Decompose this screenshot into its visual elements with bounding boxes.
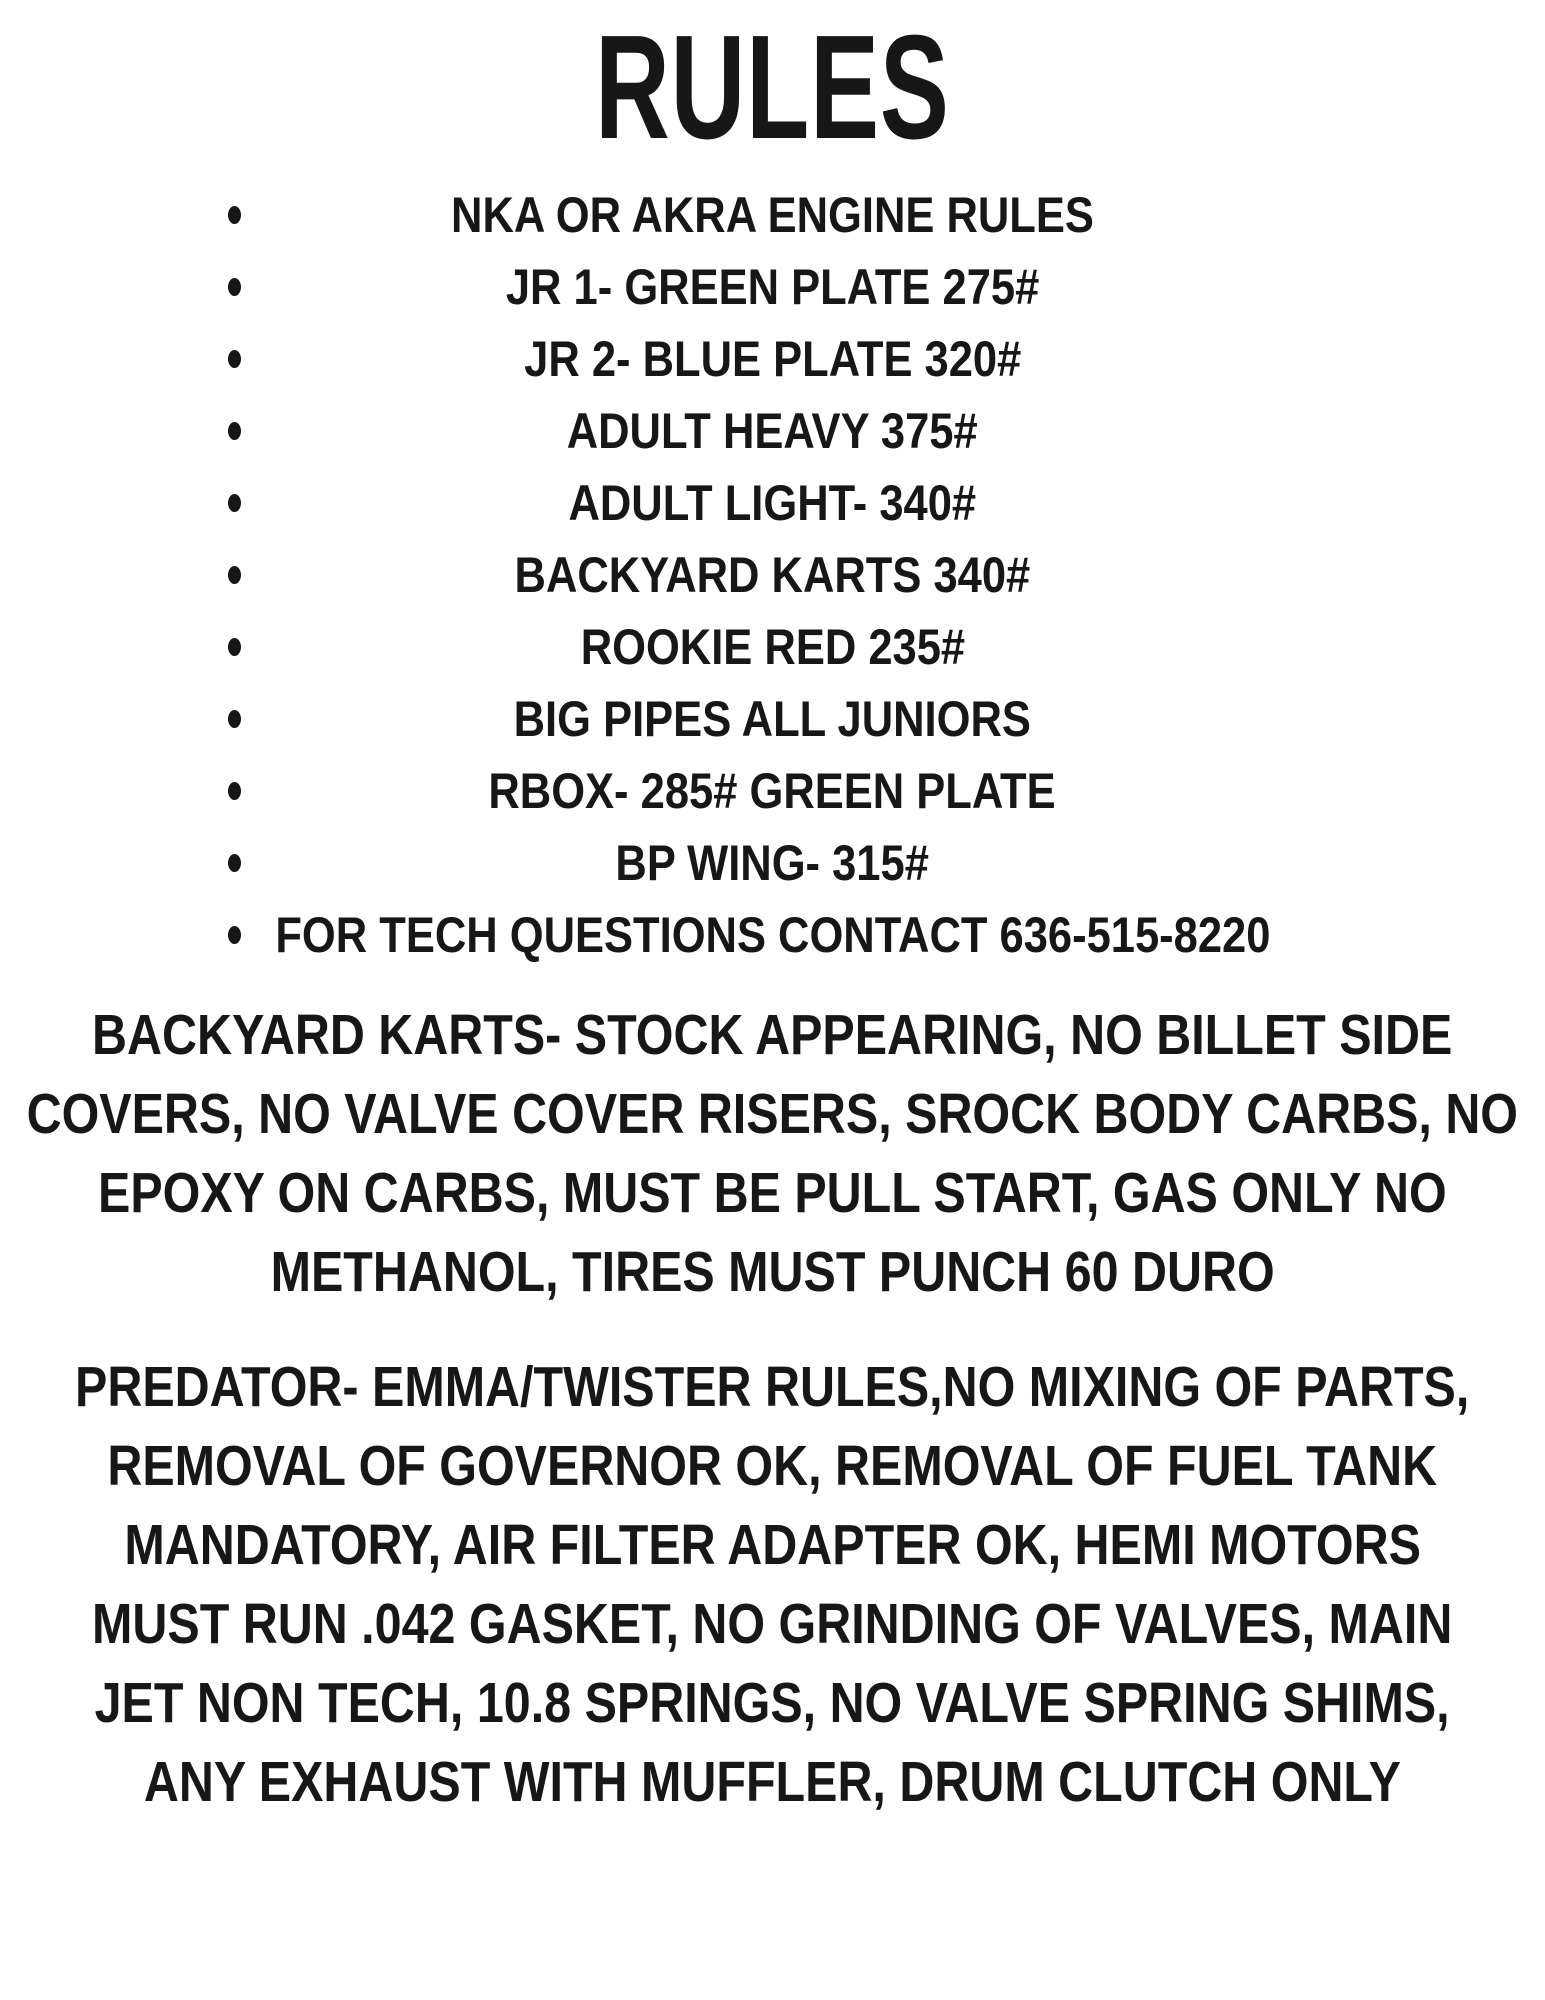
rule-text-label: BP WING- 315# <box>615 835 930 891</box>
list-item <box>0 683 1545 755</box>
paragraph-line-text: EPOXY ON CARBS, MUST BE PULL START, GAS ONLY NO <box>98 1160 1447 1225</box>
predator-paragraph <box>0 1347 1545 1821</box>
bullet-icon <box>228 638 241 656</box>
paragraph-line-text: REMOVAL OF GOVERNOR OK, REMOVAL OF FUEL TANK <box>107 1433 1438 1498</box>
bullet-icon <box>228 422 241 440</box>
paragraph-line-text: MANDATORY, AIR FILTER ADAPTER OK, HEMI MOTORS <box>124 1512 1421 1577</box>
bullet-icon <box>228 926 241 944</box>
paragraph-line <box>0 1584 1545 1663</box>
paragraph-line <box>0 1426 1545 1505</box>
list-item <box>0 395 1545 467</box>
bullet-icon <box>228 566 241 584</box>
paragraph-line-text: COVERS, NO VALVE COVER RISERS, SROCK BODY CARBS, NO <box>26 1081 1519 1146</box>
bullet-icon <box>228 278 241 296</box>
bullet-icon <box>228 710 241 728</box>
paragraph-line <box>0 995 1545 1074</box>
backyard-karts-paragraph <box>0 995 1545 1311</box>
paragraph-line-text: BACKYARD KARTS- STOCK APPEARING, NO BILLET SIDE <box>92 1002 1453 1067</box>
rule-text-label: ROOKIE RED 235# <box>580 619 965 675</box>
list-item <box>0 827 1545 899</box>
list-item <box>0 323 1545 395</box>
list-item-tech-contact <box>0 899 1545 971</box>
paragraph-line <box>0 1074 1545 1153</box>
paragraph-line-text: ANY EXHAUST WITH MUFFLER, DRUM CLUTCH ONLY <box>144 1749 1401 1814</box>
bullet-icon <box>228 782 241 800</box>
list-item <box>0 467 1545 539</box>
paragraph-line <box>0 1663 1545 1742</box>
rule-text-label: NKA OR AKRA ENGINE RULES <box>451 187 1094 243</box>
paragraph-line-text: METHANOL, TIRES MUST PUNCH 60 DURO <box>270 1239 1275 1304</box>
rule-text-label: BACKYARD KARTS 340# <box>514 547 1031 603</box>
list-item <box>0 179 1545 251</box>
rule-text-label: ADULT HEAVY 375# <box>567 403 978 459</box>
list-item <box>0 611 1545 683</box>
bullet-icon <box>228 206 241 224</box>
rule-text-label: JR 2- BLUE PLATE 320# <box>523 331 1022 387</box>
tech-contact-label: FOR TECH QUESTIONS CONTACT 636-515-8220 <box>274 907 1271 963</box>
rules-list <box>0 179 1545 971</box>
paragraph-line <box>0 1505 1545 1584</box>
page-title <box>0 5 1545 170</box>
bullet-icon <box>228 854 241 872</box>
paragraph-line <box>0 1742 1545 1821</box>
paragraph-line <box>0 1153 1545 1232</box>
page-title-text: RULES <box>595 5 950 170</box>
paragraph-line-text: JET NON TECH, 10.8 SPRINGS, NO VALVE SPRING SHIMS, <box>94 1670 1451 1735</box>
rule-text-label: ADULT LIGHT- 340# <box>568 475 977 531</box>
list-item <box>0 539 1545 611</box>
paragraph-line-text: PREDATOR- EMMA/TWISTER RULES,NO MIXING OF PARTS, <box>75 1354 1470 1419</box>
rule-text-label: RBOX- 285# GREEN PLATE <box>488 763 1057 819</box>
paragraph-line <box>0 1347 1545 1426</box>
rule-text-label: JR 1- GREEN PLATE 275# <box>505 259 1040 315</box>
paragraph-line-text: MUST RUN .042 GASKET, NO GRINDING OF VALVES, MAIN <box>92 1591 1453 1656</box>
bullet-icon <box>228 350 241 368</box>
list-item <box>0 755 1545 827</box>
rule-text-label: BIG PIPES ALL JUNIORS <box>513 691 1032 747</box>
list-item <box>0 251 1545 323</box>
bullet-icon <box>228 494 241 512</box>
paragraph-line <box>0 1232 1545 1311</box>
